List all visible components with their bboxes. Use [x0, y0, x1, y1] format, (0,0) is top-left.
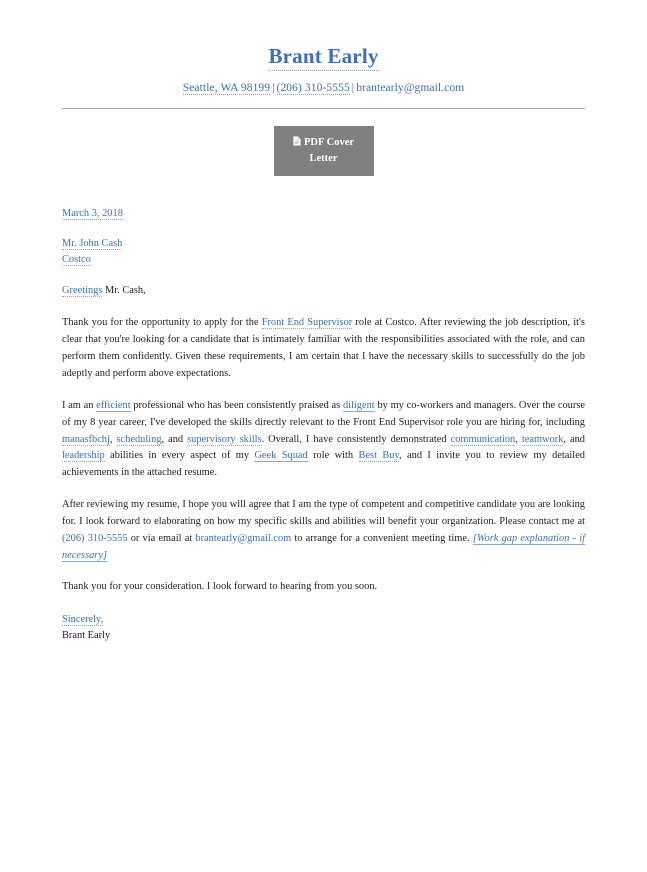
p2-text-i: abilities in every aspect of my: [104, 450, 255, 462]
keyword-leadership: leadership: [62, 450, 105, 462]
contact-separator-1: |: [272, 82, 275, 95]
p2-text-j: role with: [307, 450, 359, 462]
p2-text-c: by my co-workers and managers. Over the course of my 8 year career, I've developed the skills directly relevant to the Front End Supervisor role you are hiring for, including: [62, 399, 585, 428]
keyword-teamwork: teamwork: [521, 433, 564, 445]
work-gap-placeholder: [Work gap explanation - if necessary]: [62, 532, 586, 561]
recipient-company: Costco: [62, 254, 91, 266]
job-title-mention: Front End Supervisor: [261, 317, 353, 329]
letter-date-value: March 3, 2018: [62, 207, 123, 219]
paragraph-1: [62, 315, 585, 382]
keyword-efficient: efficient: [96, 399, 131, 411]
pdf-button-container: [62, 126, 585, 175]
letter-date: [62, 206, 585, 223]
contact-phone: (206) 310-5555: [276, 82, 350, 95]
p2-text-a: I am an: [62, 399, 97, 411]
p2-text-b: professional who has been consistently praised as: [130, 399, 343, 411]
p3-text-b: or via email at: [127, 532, 196, 544]
keyword-manasfbchj: manasfbchj: [62, 433, 110, 445]
paragraph-3: [62, 497, 585, 564]
sign-off: Sincerely,: [62, 614, 104, 626]
p1-text-b: role at Costco. After reviewing the job description, it's clear that you're looking for a candidate that is intimately familiar with the responsibilities associated with the role, and can perform them confidently. Given these requirements, I am certain that I have the necessary skills to successfully do the job adeptly and perform above expectations.: [62, 317, 585, 379]
salutation: [62, 283, 585, 300]
contact-line: [62, 81, 585, 96]
page-title: Brant Early: [268, 44, 378, 71]
pdf-cover-letter-button[interactable]: [274, 126, 374, 175]
closing-block: [62, 612, 585, 643]
contact-phone-link[interactable]: (206) 310-5555: [62, 532, 128, 544]
keyword-scheduling: scheduling: [116, 433, 162, 445]
p2-text-d: ,: [109, 433, 117, 445]
signature-name: Brant Early: [62, 629, 111, 641]
contact-email: brantearly@gmail.com: [356, 82, 465, 95]
keyword-supervisory-skills: supervisory skills: [187, 433, 262, 445]
p2-text-g: ,: [515, 433, 522, 445]
pdf-button-label-line2: Letter: [309, 153, 338, 165]
paragraph-2: [62, 398, 585, 482]
p2-text-h: , and: [563, 433, 585, 445]
contact-location: Seattle, WA 98199: [182, 82, 271, 95]
paragraph-4: Thank you for your consideration. I look forward to hearing from you soon.: [62, 581, 378, 593]
keyword-communication: communication: [450, 433, 516, 445]
pdf-document-icon: [293, 136, 301, 151]
letter-header: [62, 0, 585, 109]
keyword-geek-squad: Geek Squad: [254, 450, 308, 462]
p2-text-k: , and I invite you to review my detailed achievements in the attached resume.: [62, 450, 586, 479]
letter-body: [62, 206, 585, 644]
p3-text-a: After reviewing my resume, I hope you will agree that I am the type of competent and competitive candidate you are looking for. I look forward to elaborating on how my specific skills and abilities will benefit your organization. Please contact me at: [62, 499, 585, 527]
p2-text-e: , and: [161, 433, 188, 445]
salutation-recipient: Mr. Cash,: [105, 284, 146, 296]
salutation-greeting-word: Greetings: [62, 284, 103, 296]
contact-separator-2: |: [351, 82, 355, 95]
contact-email-link[interactable]: brantearly@gmail.com: [195, 532, 292, 544]
p3-text-c: to arrange for a convenient meeting time.: [291, 532, 473, 544]
header-divider: [62, 108, 585, 109]
recipient-name: Mr. John Cash: [62, 238, 123, 250]
p2-text-f: . Overall, I have consistently demonstrated: [261, 433, 451, 445]
pdf-button-label-line1: PDF Cover: [303, 137, 355, 149]
recipient-block: [62, 236, 585, 267]
keyword-diligent: diligent: [342, 399, 375, 411]
p1-text-a: Thank you for the opportunity to apply for the: [62, 317, 262, 329]
keyword-best-buy: Best Buy: [358, 450, 400, 462]
